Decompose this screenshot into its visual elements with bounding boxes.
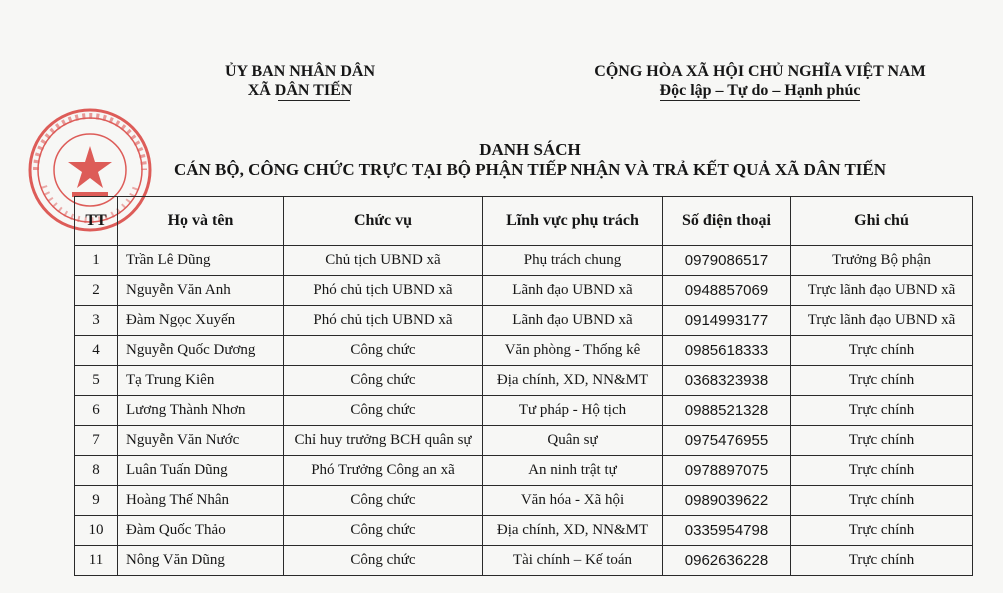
cell-phone: 0948857069 xyxy=(663,276,791,306)
issuer-line-2 xyxy=(248,81,353,100)
cell-position: Công chức xyxy=(284,336,483,366)
table-row xyxy=(75,516,973,546)
title-line-1: DANH SÁCH xyxy=(479,140,581,159)
table-row xyxy=(75,456,973,486)
table-row xyxy=(75,336,973,366)
cell-note: Trực chính xyxy=(791,396,973,426)
col-header-phone: Số điện thoại xyxy=(663,197,791,246)
national-title: CỘNG HÒA XÃ HỘI CHỦ NGHĨA VIỆT NAM xyxy=(594,63,926,80)
cell-field: An ninh trật tự xyxy=(483,456,663,486)
cell-note: Trực chính xyxy=(791,336,973,366)
cell-position: Chủ tịch UBND xã xyxy=(284,246,483,276)
cell-tt: 11 xyxy=(75,546,118,576)
cell-tt: 8 xyxy=(75,456,118,486)
table-row xyxy=(75,246,973,276)
cell-name: Nguyễn Văn Nước xyxy=(118,426,284,456)
cell-position: Công chức xyxy=(284,486,483,516)
issuer-underline xyxy=(278,100,351,101)
cell-field: Địa chính, XD, NN&MT xyxy=(483,516,663,546)
cell-tt: 5 xyxy=(75,366,118,396)
table-row xyxy=(75,396,973,426)
cell-note: Trực chính xyxy=(791,426,973,456)
cell-position: Phó chủ tịch UBND xã xyxy=(284,306,483,336)
cell-tt: 3 xyxy=(75,306,118,336)
cell-phone: 0989039622 xyxy=(663,486,791,516)
cell-position: Phó Trưởng Công an xã xyxy=(284,456,483,486)
cell-tt: 2 xyxy=(75,276,118,306)
cell-name: Tạ Trung Kiên xyxy=(118,366,284,396)
staff-table xyxy=(74,196,973,576)
cell-name: Luân Tuấn Dũng xyxy=(118,456,284,486)
cell-phone: 0988521328 xyxy=(663,396,791,426)
cell-phone: 0335954798 xyxy=(663,516,791,546)
cell-position: Công chức xyxy=(284,546,483,576)
national-motto: Độc lập – Tự do – Hạnh phúc xyxy=(659,82,861,99)
cell-field: Phụ trách chung xyxy=(483,246,663,276)
cell-field: Lãnh đạo UBND xã xyxy=(483,306,663,336)
national-header xyxy=(560,62,960,100)
table-row xyxy=(75,276,973,306)
col-header-note: Ghi chú xyxy=(791,197,973,246)
table-row xyxy=(75,366,973,396)
col-header-name: Họ và tên xyxy=(118,197,284,246)
cell-tt: 10 xyxy=(75,516,118,546)
cell-phone: 0979086517 xyxy=(663,246,791,276)
cell-phone: 0368323938 xyxy=(663,366,791,396)
issuer-name: XÃ DÂN TIẾN xyxy=(247,82,353,99)
cell-field: Lãnh đạo UBND xã xyxy=(483,276,663,306)
issuer-line-1: ỦY BAN NHÂN DÂN xyxy=(224,63,376,80)
cell-note: Trực chính xyxy=(791,456,973,486)
cell-tt: 4 xyxy=(75,336,118,366)
issuer-header xyxy=(190,62,410,100)
cell-note: Trực chính xyxy=(791,486,973,516)
cell-note: Trực chính xyxy=(791,516,973,546)
cell-name: Hoàng Thế Nhân xyxy=(118,486,284,516)
cell-position: Phó chủ tịch UBND xã xyxy=(284,276,483,306)
cell-phone: 0962636228 xyxy=(663,546,791,576)
cell-field: Địa chính, XD, NN&MT xyxy=(483,366,663,396)
cell-position: Chỉ huy trưởng BCH quân sự xyxy=(284,426,483,456)
cell-field: Tài chính – Kế toán xyxy=(483,546,663,576)
cell-tt: 7 xyxy=(75,426,118,456)
table-row xyxy=(75,426,973,456)
table-row xyxy=(75,546,973,576)
table-row xyxy=(75,306,973,336)
cell-field: Văn phòng - Thống kê xyxy=(483,336,663,366)
cell-name: Nông Văn Dũng xyxy=(118,546,284,576)
cell-note: Trực lãnh đạo UBND xã xyxy=(791,306,973,336)
cell-name: Đàm Ngọc Xuyến xyxy=(118,306,284,336)
table-header-row xyxy=(75,197,973,246)
cell-phone: 0975476955 xyxy=(663,426,791,456)
cell-field: Tư pháp - Hộ tịch xyxy=(483,396,663,426)
col-header-tt: TT xyxy=(75,197,118,246)
col-header-field: Lĩnh vực phụ trách xyxy=(483,197,663,246)
cell-field: Quân sự xyxy=(483,426,663,456)
cell-field: Văn hóa - Xã hội xyxy=(483,486,663,516)
cell-note: Trực chính xyxy=(791,546,973,576)
cell-note: Trưởng Bộ phận xyxy=(791,246,973,276)
cell-name: Nguyễn Quốc Dương xyxy=(118,336,284,366)
cell-phone: 0978897075 xyxy=(663,456,791,486)
cell-name: Nguyễn Văn Anh xyxy=(118,276,284,306)
national-motto-wrap xyxy=(660,81,861,100)
col-header-position: Chức vụ xyxy=(284,197,483,246)
cell-name: Trần Lê Dũng xyxy=(118,246,284,276)
cell-tt: 6 xyxy=(75,396,118,426)
cell-tt: 1 xyxy=(75,246,118,276)
cell-tt: 9 xyxy=(75,486,118,516)
cell-note: Trực chính xyxy=(791,366,973,396)
cell-position: Công chức xyxy=(284,366,483,396)
cell-phone: 0914993177 xyxy=(663,306,791,336)
table-row xyxy=(75,486,973,516)
cell-position: Công chức xyxy=(284,396,483,426)
motto-underline xyxy=(660,100,861,101)
cell-name: Đàm Quốc Thảo xyxy=(118,516,284,546)
cell-phone: 0985618333 xyxy=(663,336,791,366)
cell-position: Công chức xyxy=(284,516,483,546)
cell-name: Lương Thành Nhơn xyxy=(118,396,284,426)
cell-note: Trực lãnh đạo UBND xã xyxy=(791,276,973,306)
document-title xyxy=(120,140,940,180)
title-line-2: CÁN BỘ, CÔNG CHỨC TRỰC TẠI BỘ PHẬN TIẾP NHẬN VÀ TRẢ KẾT QUẢ XÃ DÂN TIẾN xyxy=(173,160,887,179)
